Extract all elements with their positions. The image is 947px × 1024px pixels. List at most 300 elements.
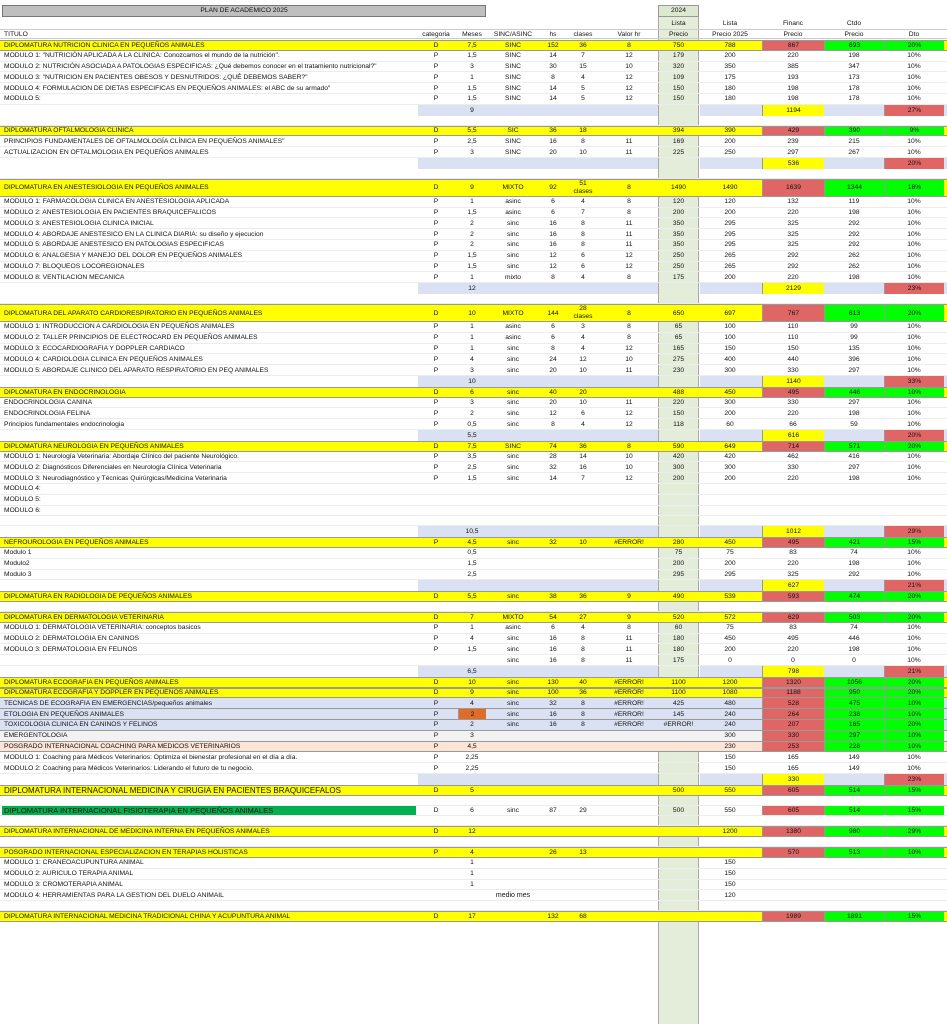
table-row: [0, 419, 947, 430]
cell-categoria: D: [433, 184, 439, 192]
cell-precio-2025: 200: [724, 273, 736, 281]
cell-titulo: DIPLOMATURA EN ANESTESIOLOGIA EN PEQUEÑOS ANIMALES: [4, 184, 209, 192]
cell-sinc: sinc: [507, 366, 519, 374]
cell-sinc: [486, 283, 540, 294]
cell-meses: 10: [468, 678, 476, 686]
cell-lista: [658, 376, 699, 387]
cell-valor: 8: [627, 198, 631, 206]
cell-lista: [658, 495, 699, 505]
cell-financ: [762, 901, 824, 910]
cell-clases: 8: [581, 219, 585, 227]
cell-titulo: MODULO 2: Diagnósticos Diferenciales en Neurología Clínica Veterinaria: [4, 463, 222, 471]
cell-dto: 10%: [884, 742, 944, 752]
cell-meses: [458, 901, 486, 910]
cell-titulo: DIPLOMATURA INTERNACIONAL FISIOTERAPIA EN PEQUEÑOS ANIMALES: [4, 805, 274, 815]
cell-titulo: MODULO 1: FARMACOLOGIA CLINICA EN ANESTESIOLOGIA APLICADA: [4, 198, 230, 206]
cell-precio-2025: 300: [724, 732, 736, 740]
cell-hs: [540, 548, 566, 558]
cell-meses: 1: [470, 73, 474, 81]
cell-ctdo: 178: [848, 95, 860, 103]
cell-precio-2025: [700, 848, 760, 857]
cell-financ: [762, 602, 824, 611]
cell-ctdo: 421: [824, 538, 884, 547]
cell-clases: 12: [579, 355, 587, 363]
cell-meses: 2,5: [467, 570, 477, 578]
cell-categoria: P: [433, 539, 439, 547]
table-row: [0, 62, 947, 73]
sheet-title: PLAN DE ACADEMICO 2025: [2, 5, 486, 17]
cell-sinc: medio mes: [495, 891, 531, 899]
cell-lista: [658, 294, 699, 303]
cell-financ: 325: [787, 219, 799, 227]
cell-precio-2025: [700, 495, 760, 505]
cell-titulo: MODULO 5:: [4, 95, 41, 103]
cell-dto: 10%: [907, 645, 921, 653]
spacer-row: [0, 516, 947, 526]
cell-clases: 14: [579, 452, 587, 460]
cell-valor: #ERROR!: [614, 539, 644, 547]
cell-sinc: [486, 105, 540, 116]
cell-valor: [600, 158, 658, 169]
table-row: [0, 344, 947, 355]
subtotal-row: [0, 283, 947, 294]
cell-clases: [566, 294, 600, 303]
table-row: [0, 262, 947, 273]
cell-ctdo: 297: [848, 366, 860, 374]
cell-clases: [566, 158, 600, 169]
cell-meses: 7,5: [467, 442, 477, 450]
cell-categoria: D: [433, 127, 439, 135]
cell-lista: [658, 666, 699, 677]
cell-clases: 5: [581, 84, 585, 92]
cell-ctdo: [824, 858, 884, 868]
cell-ctdo: 514: [824, 806, 884, 816]
cell-sinc: MIXTO: [502, 613, 524, 621]
cell-precio-2025: [700, 376, 760, 387]
cell-meses: 1,5: [467, 84, 477, 92]
cell-financ: 165: [787, 753, 799, 761]
cell-valor: [600, 774, 658, 785]
cell-dto: 29%: [884, 526, 944, 537]
cell-clases: 4: [581, 73, 585, 81]
cell-financ: 1188: [762, 689, 824, 698]
cell-clases: 8: [581, 645, 585, 653]
cell-clases: 36: [579, 593, 587, 601]
cell-financ: 220: [787, 273, 799, 281]
cell-clases: [566, 506, 600, 516]
table-row: [0, 858, 947, 869]
cell-categoria: D: [433, 613, 439, 621]
cell-hs: [540, 901, 566, 910]
cell-sinc: sinc: [507, 409, 519, 417]
cell-categoria: D: [433, 678, 439, 686]
cell-dto: 33%: [884, 376, 944, 387]
cell-dto: 10%: [907, 219, 921, 227]
cell-clases: [566, 116, 600, 125]
cell-titulo: MODULO 4: CARDIOLOGIA CLINICA EN PEQUEÑOS ANIMALES: [4, 355, 203, 363]
cell-lista: [658, 880, 699, 890]
spacer-row: [0, 602, 947, 612]
cell-sinc: MIXTO: [502, 309, 524, 317]
cell-lista: [658, 901, 699, 910]
cell-categoria: P: [433, 148, 439, 156]
cell-ctdo: [824, 837, 884, 846]
table-row: [0, 94, 947, 105]
cell-ctdo: [824, 294, 884, 303]
cell-financ: 462: [787, 452, 799, 460]
cell-ctdo: 238: [824, 709, 884, 719]
cell-meses: [458, 516, 486, 525]
cell-hs: [540, 869, 566, 879]
cell-categoria: [418, 376, 454, 387]
cell-ctdo: 262: [848, 262, 860, 270]
cell-ctdo: [824, 169, 884, 178]
cell-sinc: sinc: [507, 355, 519, 363]
cell-lista: 60: [674, 624, 683, 632]
cell-categoria: D: [433, 442, 439, 450]
cell-hs: 87: [549, 806, 557, 814]
cell-dto: [884, 816, 944, 825]
cell-valor: 10: [625, 463, 633, 471]
cell-ctdo: 1891: [824, 912, 884, 921]
cell-titulo: [4, 580, 416, 591]
cell-titulo: DIPLOMATURA INTERNACIONAL MEDICINA TRADICIONAL CHINA Y ACUPUNTURA ANIMAL: [4, 913, 291, 921]
cell-hs: [540, 105, 566, 116]
cell-lista: 590: [672, 442, 685, 450]
cell-precio-2025: 120: [724, 891, 736, 899]
cell-dto: 10%: [907, 474, 921, 482]
cell-hs: [540, 827, 566, 836]
cell-sinc: [486, 526, 540, 537]
cell-clases: [566, 774, 600, 785]
cell-clases: [566, 526, 600, 537]
cell-hs: 38: [549, 593, 557, 601]
cell-dto: [884, 858, 944, 868]
cell-lista: 1100: [671, 678, 686, 686]
cell-ctdo: [824, 880, 884, 890]
cell-hs: 152: [547, 41, 559, 49]
cell-valor: 10: [625, 62, 633, 70]
cell-sinc: SINC: [505, 62, 521, 70]
cell-meses: 4: [470, 355, 474, 363]
cell-lista: [658, 506, 699, 516]
cell-titulo: MODULO 5:: [4, 496, 41, 504]
cell-precio-2025: 120: [724, 198, 736, 206]
cell-hs: [540, 742, 566, 752]
cell-precio-2025: 788: [724, 41, 736, 49]
cell-sinc: [486, 580, 540, 591]
table-row: [0, 126, 947, 137]
table-row: [0, 548, 947, 559]
table-row: [0, 570, 947, 581]
table-row: [0, 911, 947, 922]
cell-clases: [566, 901, 600, 910]
cell-sinc: sinc: [507, 241, 519, 249]
cell-meses: 12: [468, 828, 476, 836]
cell-sinc: [486, 901, 540, 910]
subtotal-row: [0, 376, 947, 387]
cell-titulo: Modulo2: [4, 560, 30, 568]
cell-clases: 8: [581, 137, 585, 145]
cell-dto: 20%: [884, 720, 944, 730]
cell-titulo: [4, 655, 416, 665]
cell-sinc: SINC: [505, 137, 521, 145]
cell-hs: 36: [549, 127, 557, 135]
cell-lista: 180: [672, 634, 685, 642]
cell-lista: 200: [672, 474, 685, 482]
cell-financ: 616: [762, 430, 824, 441]
cell-meses: 4: [470, 634, 474, 642]
cell-categoria: P: [433, 753, 439, 761]
cell-meses: 6: [470, 806, 474, 814]
cell-financ: 198: [787, 84, 799, 92]
cell-ctdo: [824, 796, 884, 805]
cell-hs: 100: [547, 689, 559, 697]
cell-titulo: [4, 105, 416, 116]
cell-categoria: P: [433, 474, 439, 482]
subtotal-row: [0, 774, 947, 785]
cell-hs: 74: [549, 442, 557, 450]
cell-sinc: [486, 869, 540, 879]
cell-meses: 5,5: [467, 593, 477, 601]
cell-categoria: [418, 580, 454, 591]
header-ctdo-top: Ctdo: [846, 20, 862, 27]
cell-lista: 120: [672, 198, 685, 206]
cell-financ: 2129: [762, 283, 824, 294]
cell-ctdo: 99: [850, 323, 858, 331]
cell-dto: 10%: [907, 230, 921, 238]
cell-lista: 490: [672, 593, 685, 601]
cell-valor: [600, 848, 658, 857]
cell-hs: [540, 858, 566, 868]
cell-valor: 11: [625, 645, 633, 653]
cell-clases: [566, 376, 600, 387]
cell-financ: 629: [762, 613, 824, 622]
cell-titulo: MODULO 4: HERRAMIENTAS PARA LA GESTION DEL DUELO ANIMAIL: [4, 891, 224, 899]
cell-clases: 6: [581, 252, 585, 260]
cell-financ: 330: [787, 398, 799, 406]
cell-meses: 5: [470, 786, 474, 794]
cell-hs: [540, 294, 566, 303]
header-meses: Meses: [462, 30, 482, 38]
cell-precio-2025: 1200: [722, 828, 738, 836]
cell-financ: [762, 516, 824, 525]
cell-clases: 36: [579, 442, 587, 450]
cell-hs: 14: [549, 474, 557, 482]
cell-financ: 132: [787, 198, 799, 206]
cell-categoria: D: [433, 689, 439, 697]
cell-precio-2025: 250: [724, 148, 736, 156]
cell-sinc: [486, 484, 540, 494]
cell-clases: [566, 880, 600, 890]
cell-lista: [658, 580, 699, 591]
cell-lista: 1100: [671, 689, 686, 697]
cell-sinc: [486, 763, 540, 773]
cell-dto: 27%: [884, 105, 944, 116]
table-row: [0, 537, 947, 548]
cell-sinc: sinc: [507, 721, 519, 729]
cell-lista: [658, 116, 699, 125]
cell-precio-2025: [700, 116, 760, 125]
cell-categoria: D: [433, 786, 439, 794]
cell-categoria: [418, 816, 454, 825]
cell-precio-2025: [700, 526, 760, 537]
cell-precio-2025: 200: [724, 645, 736, 653]
cell-precio-2025: 572: [724, 613, 736, 621]
cell-clases: 4: [581, 334, 585, 342]
cell-clases: 27: [579, 613, 587, 621]
cell-lista: [658, 774, 699, 785]
cell-clases: [566, 752, 600, 762]
subtotal-row: [0, 580, 947, 591]
cell-titulo: NEFROUROLOGIA EN PEQUEÑOS ANIMALES: [4, 539, 149, 547]
cell-titulo: MODULO 8: VENTILACION MECANICA: [4, 273, 125, 281]
header-ctdo-precio: Precio: [844, 30, 864, 38]
cell-sinc: asinc: [505, 323, 521, 331]
cell-valor: 8: [627, 208, 631, 216]
cell-financ: 440: [787, 355, 799, 363]
cell-clases: 7: [581, 52, 585, 60]
cell-financ: [762, 495, 824, 505]
cell-financ: 627: [762, 580, 824, 591]
cell-ctdo: 74: [850, 624, 858, 632]
cell-clases: 40: [579, 678, 587, 686]
table-row: [0, 354, 947, 365]
cell-valor: [600, 890, 658, 900]
cell-meses: 3: [470, 148, 474, 156]
cell-dto: 10%: [907, 624, 921, 632]
table-row: [0, 506, 947, 517]
cell-ctdo: 475: [824, 698, 884, 708]
cell-hs: 12: [549, 409, 557, 417]
cell-financ: 798: [762, 666, 824, 677]
cell-titulo: DIPLOMATURA NEUROLOGIA EN PEQUEÑOS ANIMALES: [4, 442, 184, 450]
spacer-row: [0, 116, 947, 126]
cell-hs: 26: [549, 849, 557, 857]
cell-dto: 20%: [884, 158, 944, 169]
cell-hs: [540, 116, 566, 125]
cell-lista: [658, 105, 699, 116]
cell-financ: 253: [762, 742, 824, 752]
cell-valor: 11: [625, 230, 633, 238]
cell-lista: 394: [672, 127, 685, 135]
cell-precio-2025: 150: [724, 880, 736, 888]
table-row: [0, 462, 947, 473]
cell-meses: 1: [470, 624, 474, 632]
cell-valor: 11: [625, 137, 633, 145]
cell-dto: [884, 516, 944, 525]
cell-dto: [884, 506, 944, 516]
cell-financ: 83: [789, 624, 797, 632]
cell-ctdo: 149: [848, 764, 860, 772]
cell-categoria: P: [433, 73, 439, 81]
cell-dto: 15%: [884, 912, 944, 921]
cell-precio-2025: 295: [724, 570, 736, 578]
cell-dto: [884, 901, 944, 910]
cell-lista: 180: [672, 645, 685, 653]
cell-lista: 300: [672, 463, 685, 471]
cell-valor: 9: [627, 613, 631, 621]
cell-financ: 605: [762, 786, 824, 795]
cell-dto: 10%: [907, 656, 921, 664]
cell-sinc: [486, 742, 540, 752]
cell-categoria: P: [433, 137, 439, 145]
cell-categoria: P: [433, 463, 439, 471]
cell-ctdo: 198: [848, 208, 860, 216]
cell-dto: 20%: [884, 689, 944, 698]
cell-sinc: sinc: [507, 398, 519, 406]
cell-lista: [658, 731, 699, 741]
cell-categoria: P: [433, 334, 439, 342]
cell-valor: 8: [627, 184, 631, 192]
cell-meses: [458, 816, 486, 825]
cell-lista: [658, 890, 699, 900]
cell-ctdo: 390: [824, 127, 884, 136]
cell-categoria: [418, 283, 454, 294]
cell-precio-2025: [700, 105, 760, 116]
cell-dto: 10%: [907, 52, 921, 60]
cell-dto: 10%: [907, 549, 921, 557]
cell-dto: 10%: [907, 137, 921, 145]
cell-titulo: MODULO 1: Coaching para Médicos Veterinarios: Optimiza el bienestar profesional en el día a día.: [4, 753, 298, 761]
cell-clases: 4: [581, 198, 585, 206]
cell-hs: [540, 580, 566, 591]
cell-ctdo: 198: [848, 409, 860, 417]
cell-hs: [540, 890, 566, 900]
cell-sinc: sinc: [507, 806, 519, 814]
cell-dto: 15%: [884, 786, 944, 795]
cell-precio-2025: 420: [724, 452, 736, 460]
cell-categoria: [418, 890, 454, 900]
cell-precio-2025: 240: [724, 721, 736, 729]
cell-hs: [540, 816, 566, 825]
cell-sinc: [486, 912, 540, 921]
cell-meses: 4: [470, 699, 474, 707]
cell-categoria: P: [433, 742, 439, 750]
cell-valor: [600, 559, 658, 569]
cell-financ: 193: [787, 73, 799, 81]
cell-precio-2025: 200: [724, 560, 736, 568]
cell-dto: 10%: [907, 753, 921, 761]
cell-financ: 150: [787, 344, 799, 352]
cell-titulo: DIPLOMATURA EN DERMATOLOGIA VETERINARIA: [4, 613, 164, 621]
cell-titulo: DIPLOMATURA EN ENDOCRINOLOGIA: [4, 388, 126, 396]
cell-titulo: ACTUALIZACION EN OFTALMOLOGIA EN PEQUEÑOS ANIMALES: [4, 148, 209, 156]
cell-valor: 11: [625, 148, 633, 156]
cell-meses: [458, 837, 486, 846]
cell-lista: 65: [674, 323, 683, 331]
cell-categoria: P: [433, 344, 439, 352]
cell-titulo: DIPLOMATURA DEL APARATO CARDIORESPIRATORIO EN PEQUEÑOS ANIMALES: [4, 309, 263, 317]
cell-meses: [458, 774, 486, 785]
cell-precio-2025: [700, 484, 760, 494]
cell-meses: 9: [470, 184, 474, 192]
cell-hs: 6: [551, 208, 555, 216]
cell-sinc: sinc: [507, 539, 519, 547]
cell-ctdo: [824, 506, 884, 516]
cell-meses: 1,5: [467, 252, 477, 260]
cell-valor: [600, 376, 658, 387]
cell-valor: 10: [625, 355, 633, 363]
cell-categoria: P: [433, 208, 439, 216]
cell-hs: 6: [551, 323, 555, 331]
cell-meses: [458, 796, 486, 805]
table-row: [0, 890, 947, 901]
cell-ctdo: 74: [850, 549, 858, 557]
cell-clases: [566, 816, 600, 825]
cell-lista: 420: [672, 452, 685, 460]
cell-dto: 10%: [907, 62, 921, 70]
